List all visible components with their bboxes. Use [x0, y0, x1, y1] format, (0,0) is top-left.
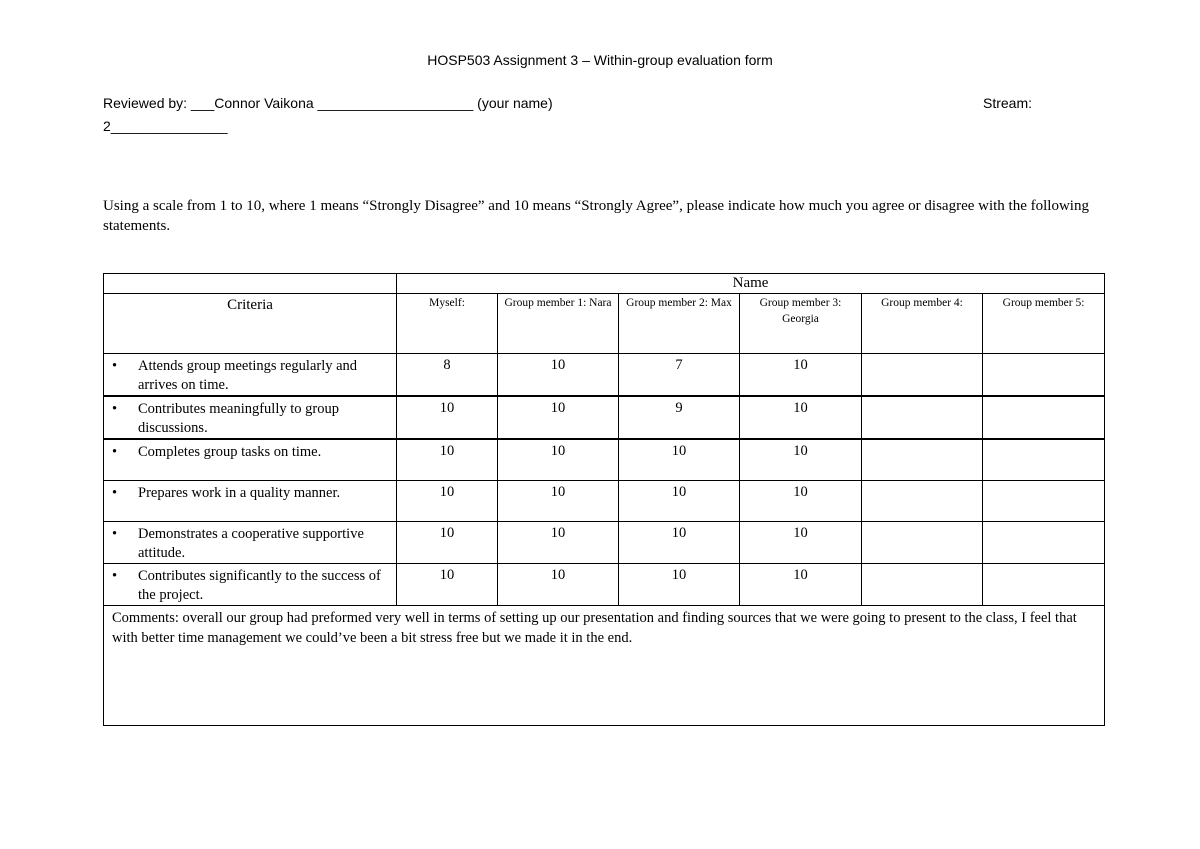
member-header-myself: Myself: — [397, 294, 498, 354]
bullet-icon: • — [112, 444, 118, 460]
score-cell[interactable] — [862, 521, 983, 563]
score-cell[interactable] — [983, 439, 1105, 480]
table-row — [104, 480, 1105, 521]
bullet-icon: • — [112, 401, 118, 417]
criterion-cell — [104, 480, 397, 521]
score-cell[interactable] — [983, 563, 1105, 605]
score-cell[interactable]: 10 — [619, 439, 740, 480]
score-cell[interactable] — [983, 480, 1105, 521]
criterion-cell — [104, 396, 397, 439]
criterion-cell — [104, 439, 397, 480]
table-row — [104, 396, 1105, 439]
criterion-text: Demonstrates a cooperative supportive attitude. — [138, 525, 364, 561]
stream-label: Stream: — [983, 95, 1033, 111]
score-cell[interactable] — [862, 439, 983, 480]
score-cell[interactable] — [862, 396, 983, 439]
empty-header-cell — [104, 274, 397, 294]
bullet-icon: • — [112, 567, 118, 584]
score-cell[interactable]: 10 — [498, 480, 619, 521]
score-cell[interactable]: 10 — [740, 563, 862, 605]
criterion-text: Prepares work in a quality manner. — [138, 484, 341, 501]
score-cell[interactable]: 10 — [498, 521, 619, 563]
comments-field[interactable]: Comments: overall our group had preformed very well in terms of setting up our presentation and finding sources that we were going to present to the class, I feel that with better time management we could’ve been a bit stress free but we made it in the end. — [104, 605, 1105, 725]
score-cell[interactable]: 10 — [498, 396, 619, 439]
criterion-text: Attends group meetings regularly and arrives on time. — [138, 358, 358, 393]
score-cell[interactable] — [862, 563, 983, 605]
reviewed-by-line: Reviewed by: ___Connor Vaikona ____________________ (your name) — [103, 95, 553, 111]
member-header-3: Group member 3: Georgia — [740, 294, 862, 354]
criterion-cell — [104, 563, 397, 605]
score-cell[interactable]: 10 — [498, 439, 619, 480]
score-cell[interactable] — [862, 480, 983, 521]
score-cell[interactable]: 10 — [740, 480, 862, 521]
bullet-icon: • — [112, 358, 118, 374]
table-row — [104, 563, 1105, 605]
score-cell[interactable]: 8 — [397, 354, 498, 397]
evaluation-table — [103, 273, 1105, 726]
score-cell[interactable]: 10 — [740, 521, 862, 563]
criterion-cell — [104, 521, 397, 563]
criterion-text: Contributes meaningfully to group discussions. — [138, 401, 339, 436]
score-cell[interactable]: 10 — [740, 396, 862, 439]
score-cell[interactable]: 10 — [397, 563, 498, 605]
criteria-header: Criteria — [104, 294, 397, 354]
score-cell[interactable] — [983, 396, 1105, 439]
table-row — [104, 354, 1105, 397]
score-cell[interactable]: 10 — [397, 480, 498, 521]
score-cell[interactable]: 10 — [740, 439, 862, 480]
score-cell[interactable]: 10 — [397, 439, 498, 480]
table-row — [104, 439, 1105, 480]
bullet-icon: • — [112, 525, 118, 542]
score-cell[interactable]: 10 — [498, 563, 619, 605]
name-header: Name — [397, 274, 1105, 294]
member-header-1: Group member 1: Nara — [498, 294, 619, 354]
member-header-5: Group member 5: — [983, 294, 1105, 354]
score-cell[interactable]: 10 — [397, 521, 498, 563]
score-cell[interactable] — [983, 354, 1105, 397]
instructions-text: Using a scale from 1 to 10, where 1 means “Strongly Disagree” and 10 means “Strongly Agree”, please indicate how much you agree or disagree with the following statements. — [103, 198, 1089, 234]
criterion-text: Completes group tasks on time. — [138, 444, 322, 460]
member-header-2: Group member 2: Max — [619, 294, 740, 354]
member-header-4: Group member 4: — [862, 294, 983, 354]
score-cell[interactable]: 10 — [619, 480, 740, 521]
score-cell[interactable]: 10 — [619, 521, 740, 563]
score-cell[interactable]: 10 — [397, 396, 498, 439]
score-cell[interactable]: 9 — [619, 396, 740, 439]
score-cell[interactable] — [983, 521, 1105, 563]
criterion-text: Contributes significantly to the success of the project. — [138, 567, 381, 603]
table-row — [104, 521, 1105, 563]
score-cell[interactable]: 10 — [740, 354, 862, 397]
score-cell[interactable]: 10 — [498, 354, 619, 397]
bullet-icon: • — [112, 484, 118, 501]
page-title: HOSP503 Assignment 3 – Within-group evaluation form — [427, 52, 773, 68]
score-cell[interactable]: 7 — [619, 354, 740, 397]
score-cell[interactable]: 10 — [619, 563, 740, 605]
criterion-cell — [104, 354, 397, 397]
stream-value: 2_______________ — [103, 118, 228, 134]
score-cell[interactable] — [862, 354, 983, 397]
